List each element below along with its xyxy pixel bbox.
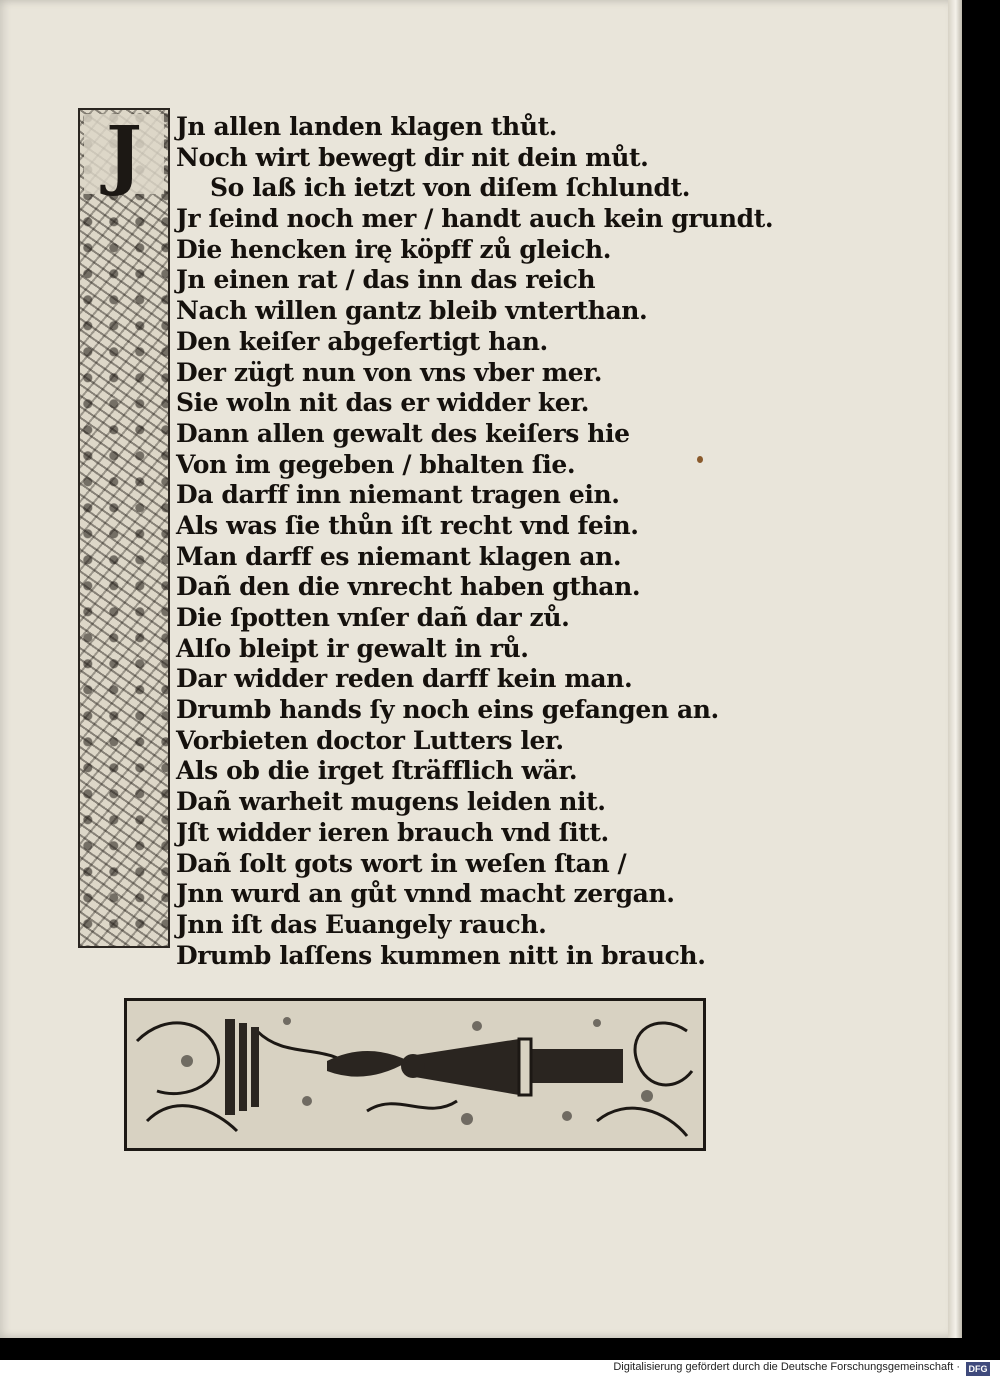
verse-line: Die ſpotten vnſer dañ dar zů. <box>176 603 570 632</box>
verse-line: Als was ſie thůn iſt recht vnd fein. <box>176 510 639 540</box>
verse-line: Dañ ſolt gots wort in weſen ſtan / <box>176 848 627 878</box>
verse-line: Man darff es niemant klagen an. <box>176 541 622 571</box>
verse-block <box>176 112 774 971</box>
verse-line: Den keiſer abgefertigt han. <box>176 326 548 356</box>
ornament-illustration <box>127 1001 703 1148</box>
woodcut-ornament-bottom <box>124 998 706 1151</box>
verse-line: Drumb hands ſy noch eins gefangen an. <box>176 695 719 725</box>
funding-credit: Digitalisierung gefördert durch die Deutsche Forschungsgemeinschaft · <box>613 1361 960 1373</box>
verse-line: Jn einen rat / das inn das reich <box>176 265 596 295</box>
paper-speck <box>697 456 703 463</box>
verse-line: Dann allen gewalt des keiſers hie <box>176 418 630 448</box>
verse-line: Sie woln nit das er widder ker. <box>176 388 590 418</box>
woodcut-border-left <box>78 108 170 948</box>
verse-line: Von im gegeben / bhalten ſie. <box>176 449 576 479</box>
verse-line: So laß ich ietzt von diſem ſchlundt. <box>210 173 691 203</box>
verse-line: Jſt widder ieren brauch vnd ſitt. <box>176 817 609 847</box>
page-edge <box>948 0 962 1338</box>
verse-line: Nach willen gantz bleib vnterthan. <box>176 296 648 326</box>
verse-line: Noch wirt bewegt dir nit dein můt. <box>176 142 649 172</box>
verse-line: Jn allen landen klagen thůt. <box>176 112 558 141</box>
verse-line: Als ob die irget ſträfflich wär. <box>176 756 578 786</box>
verse-line: Da darff inn niemant tragen ein. <box>176 480 620 510</box>
verse-line: Jnn iſt das Euangely rauch. <box>176 909 547 939</box>
verse-line: Vorbieten doctor Lutters ler. <box>176 725 564 755</box>
verse-line: Dañ den die vnrecht haben gthan. <box>176 572 641 602</box>
verse-line: Dañ warheit mugens leiden nit. <box>176 787 606 817</box>
drop-cap-initial: J <box>84 114 164 194</box>
verse-line: Der zügt nun von vns vber mer. <box>176 357 603 387</box>
verse-line: Die hencken irę köpff zů gleich. <box>176 234 612 264</box>
verse-line: Drumb laſſens kummen nitt in brauch. <box>176 940 706 970</box>
verse-line: Dar widder reden darff kein man. <box>176 664 633 694</box>
verse-line: Jnn wurd an gůt vnnd macht zergan. <box>176 879 675 909</box>
dfg-logo: DFG <box>966 1362 990 1376</box>
verse-line: Alſo bleipt ir gewalt in rů. <box>176 633 529 663</box>
verse-line: Jr ſeind noch mer / handt auch kein grundt. <box>176 204 774 234</box>
